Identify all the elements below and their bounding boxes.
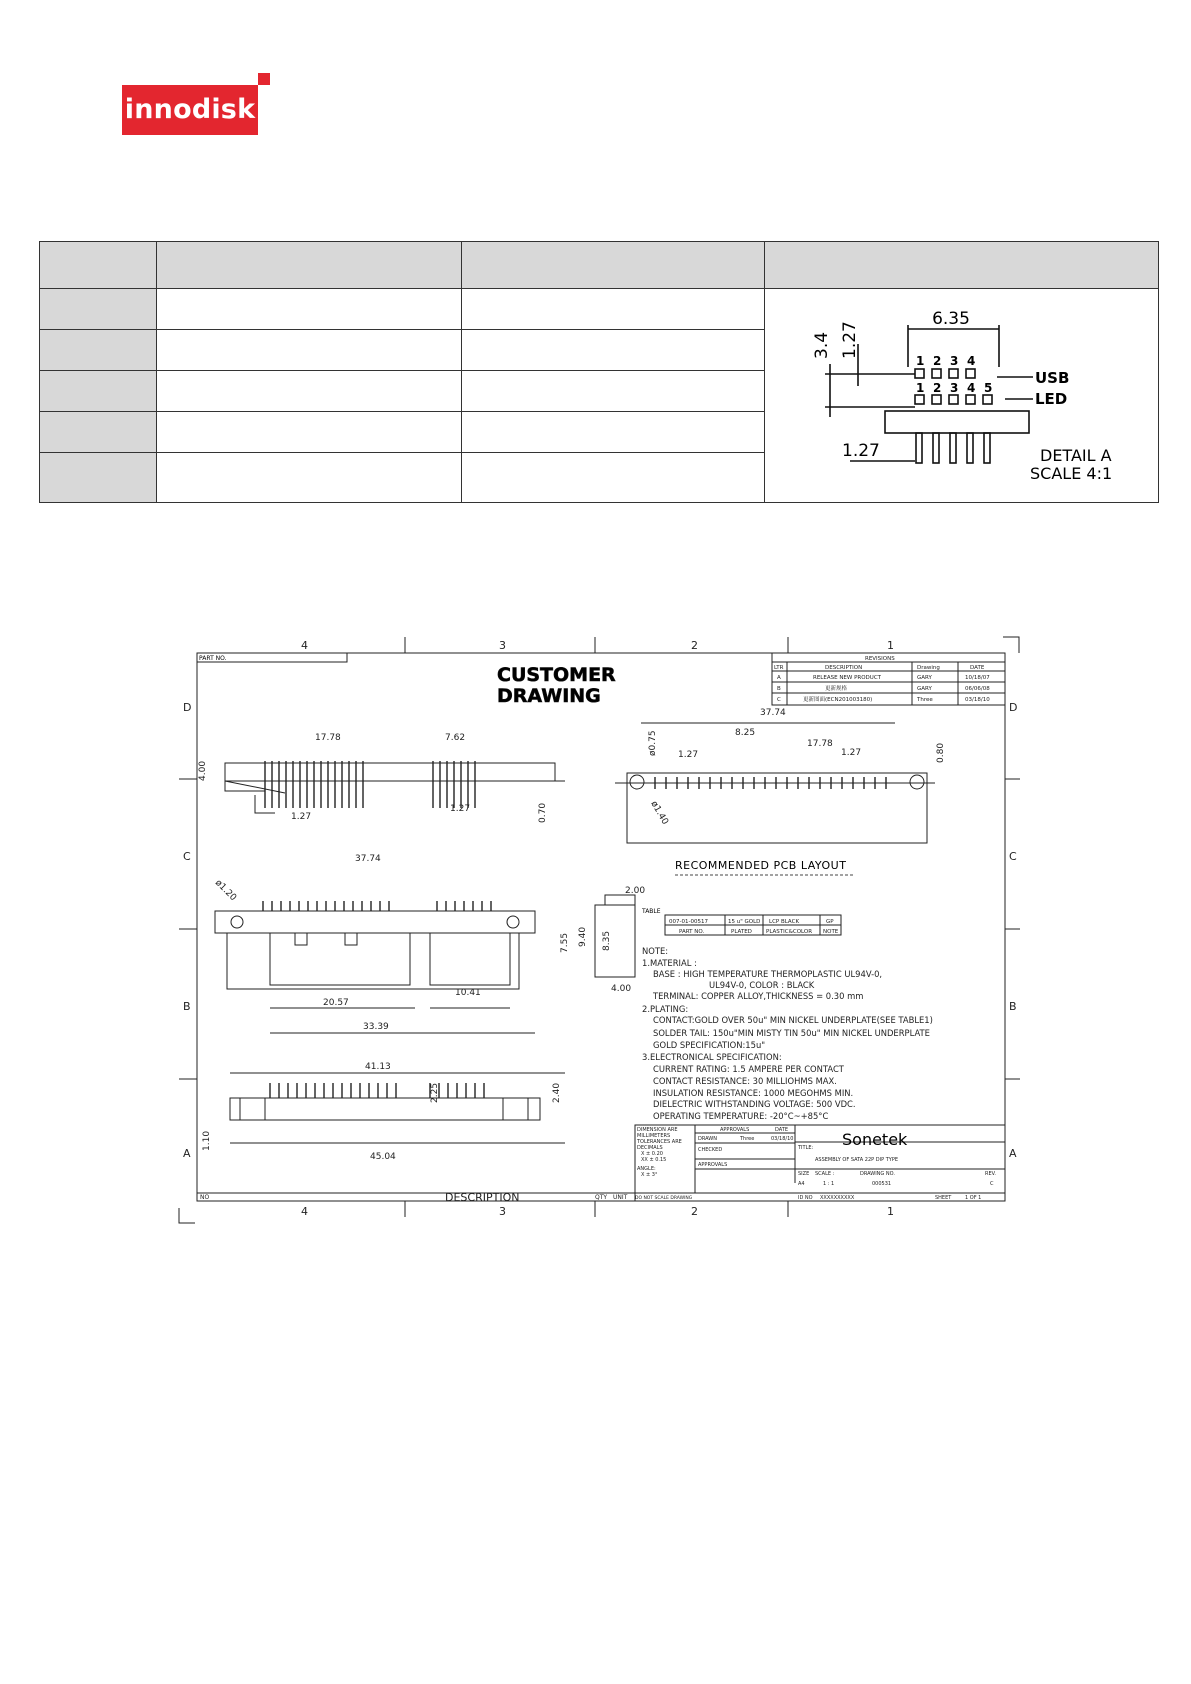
engineering-drawing-svg <box>175 633 1020 1226</box>
spec-table-cell: NOTE <box>823 929 839 935</box>
spec-table-cell: 15 u" GOLD <box>728 919 761 925</box>
detail-a-drawing <box>765 289 1158 499</box>
revision-cell: B <box>777 686 781 692</box>
rev-label: REV. <box>985 1171 996 1177</box>
revision-cell: Three <box>917 697 933 703</box>
table-cell <box>462 411 765 452</box>
table-cell <box>157 411 462 452</box>
revision-cell: 10/18/07 <box>965 675 990 681</box>
dim-label: 1.27 <box>291 812 312 822</box>
dim-label: 0.70 <box>538 802 548 823</box>
revision-cell: 06/06/08 <box>965 686 990 692</box>
spec-table-cell: PART NO. <box>679 929 705 935</box>
table-cell <box>40 329 157 370</box>
dim-label: 33.39 <box>363 1022 389 1032</box>
revision-cell: 更新规格 <box>825 686 848 692</box>
pin-definition-table <box>39 241 1159 503</box>
size-value: A4 <box>798 1181 805 1187</box>
table-cell <box>40 289 157 330</box>
note-line: CONTACT RESISTANCE: 30 MILLIOHMS MAX. <box>653 1076 837 1086</box>
dim-label: 37.74 <box>760 708 786 718</box>
table-header-cell <box>157 242 462 289</box>
sheet-label: SHEET <box>935 1195 952 1201</box>
dim-label: 7.62 <box>445 733 466 743</box>
note-line: 1.MATERIAL : <box>642 958 697 968</box>
drawing-title-line2: DRAWING <box>497 685 601 707</box>
tolerance-line: DIMENSION ARE <box>637 1127 678 1133</box>
zone-row-label: D <box>1009 701 1018 714</box>
spec-table-cell: LCP BLACK <box>769 919 800 925</box>
note-line: OPERATING TEMPERATURE: -20°C~+85°C <box>653 1111 829 1121</box>
note-line: 3.ELECTRONICAL SPECIFICATION: <box>642 1052 782 1062</box>
size-label: SIZE <box>798 1171 810 1177</box>
usb-pin-number: 2 <box>933 354 942 368</box>
revision-cell: A <box>777 675 781 681</box>
note-line: TERMINAL: COPPER ALLOY,THICKNESS = 0.30 mm <box>653 991 864 1001</box>
dim-label: 9.40 <box>578 926 588 947</box>
note-line: INSULATION RESISTANCE: 1000 MEGOHMS MIN. <box>653 1088 854 1098</box>
zone-col-label: 2 <box>691 639 698 652</box>
led-pin-number: 3 <box>950 381 959 395</box>
tolerance-line: XX ± 0.15 <box>641 1157 667 1163</box>
dim-label: ø1.40 <box>648 799 670 827</box>
id-no-label: ID NO <box>798 1195 813 1201</box>
table-cell <box>157 452 462 502</box>
revisions-header: DESCRIPTION <box>825 665 863 671</box>
scale-label: SCALE : <box>815 1171 835 1177</box>
table-cell <box>462 329 765 370</box>
revision-cell: 更新图面(ECN201003180) <box>803 697 873 703</box>
table-header-cell <box>765 242 1159 289</box>
tolerance-line: ANGLE: <box>637 1166 656 1172</box>
zone-row-label: A <box>1009 1147 1017 1160</box>
scale-value: 1 : 1 <box>823 1181 835 1187</box>
revision-cell: GARY <box>917 686 932 692</box>
tolerance-line: TOLERANCES ARE <box>637 1139 682 1145</box>
note-line: GOLD SPECIFICATION:15u" <box>653 1040 766 1050</box>
led-label: LED <box>1035 390 1068 408</box>
spec-table-cell: GP <box>826 919 834 925</box>
table-header-cell <box>462 242 765 289</box>
usb-label: USB <box>1035 369 1070 387</box>
revision-cell: 03/18/10 <box>965 697 990 703</box>
innodisk-logo <box>122 85 258 135</box>
part-no-label: PART NO. <box>199 655 227 662</box>
spec-table-cell: PLASTIC&COLOR <box>766 929 813 935</box>
detail-caption: DETAIL A <box>1040 446 1112 465</box>
table-cell <box>462 452 765 502</box>
table-cell <box>40 411 157 452</box>
tolerance-line: X ± 0.20 <box>641 1151 663 1157</box>
tolerance-line: MILLIMETERS <box>637 1133 671 1139</box>
revisions-header: DATE <box>970 665 985 671</box>
dim-label: 7.55 <box>560 932 570 953</box>
usb-pin-number: 4 <box>967 354 976 368</box>
table-header-cell <box>40 242 157 289</box>
bottom-strip-unit: UNIT <box>613 1194 628 1201</box>
drawing-title: ASSEMBLY OF SATA 22P DIP TYPE <box>815 1157 898 1163</box>
spec-table-cell: PLATED <box>731 929 752 935</box>
zone-row-label: B <box>183 1000 191 1013</box>
title-label: TITLE: <box>798 1145 814 1151</box>
dim-label: 20.57 <box>323 998 349 1008</box>
note-line: DIELECTRIC WITHSTANDING VOLTAGE: 500 VDC. <box>653 1099 856 1109</box>
drawn-date: 03/18/10 <box>771 1136 794 1142</box>
date-heading: DATE <box>775 1127 789 1133</box>
zone-col-label: 3 <box>499 639 506 652</box>
dim-label: 2.25 <box>430 1082 440 1103</box>
dim-label: 0.80 <box>936 742 946 763</box>
sheet-value: 1 OF 1 <box>965 1195 982 1201</box>
zone-row-label: A <box>183 1147 191 1160</box>
dim-label: 10.41 <box>455 988 481 998</box>
table-cell <box>157 370 462 411</box>
zone-col-label: 1 <box>887 639 894 652</box>
dim-label: 1.27 <box>841 748 862 758</box>
note-line: UL94V-0, COLOR : BLACK <box>709 980 815 990</box>
drawn-label: DRAWN <box>698 1136 717 1142</box>
drawing-no-value: 000531 <box>872 1181 892 1187</box>
table-row <box>40 289 1159 330</box>
dim-height-b-label: 1.27 <box>840 321 860 359</box>
dim-pitch-label: 1.27 <box>842 441 880 461</box>
revisions-heading: REVISIONS <box>865 656 895 662</box>
zone-col-label: 3 <box>499 1205 506 1218</box>
dim-label: 17.78 <box>315 733 341 743</box>
note-line: CONTACT:GOLD OVER 50u" MIN NICKEL UNDERPLATE(SEE TABLE1) <box>653 1015 933 1025</box>
dim-label: 2.40 <box>552 1082 562 1103</box>
zone-col-label: 1 <box>887 1205 894 1218</box>
led-pin-number: 5 <box>984 381 993 395</box>
drawing-title-line1: CUSTOMER <box>497 664 616 686</box>
zone-row-label: C <box>1009 850 1017 863</box>
logo-text: innodisk <box>124 94 256 125</box>
zone-col-label: 4 <box>301 639 308 652</box>
dim-label: 1.27 <box>678 750 699 760</box>
revision-cell: GARY <box>917 675 932 681</box>
led-pin-number: 1 <box>916 381 925 395</box>
dim-label: 8.25 <box>735 728 756 738</box>
note-line: 2.PLATING: <box>642 1004 689 1014</box>
dim-label: 4.00 <box>611 984 632 994</box>
dim-label: 8.35 <box>602 930 612 951</box>
table-header-row <box>40 242 1159 289</box>
zone-row-label: D <box>183 701 192 714</box>
spec-table-cell: 007-01-00517 <box>669 919 708 925</box>
note-line: BASE : HIGH TEMPERATURE THERMOPLASTIC UL94V-0, <box>653 969 883 979</box>
note-line: SOLDER TAIL: 150u"MIN MISTY TIN 50u" MIN NICKEL UNDERPLATE <box>653 1028 930 1038</box>
revision-cell: RELEASE NEW PRODUCT <box>813 675 882 681</box>
detail-scale-caption: SCALE 4:1 <box>1030 464 1113 483</box>
checked-label: CHECKED <box>698 1147 723 1153</box>
note-line: CURRENT RATING: 1.5 AMPERE PER CONTACT <box>653 1064 844 1074</box>
pcb-layout-label: RECOMMENDED PCB LAYOUT <box>675 859 847 872</box>
zone-col-label: 2 <box>691 1205 698 1218</box>
customer-drawing <box>175 633 1020 1226</box>
rev-value: C <box>990 1181 994 1187</box>
dim-label: ø0.75 <box>648 730 658 756</box>
zone-row-label: C <box>183 850 191 863</box>
drawn-by: Three <box>740 1136 755 1142</box>
table-cell <box>462 289 765 330</box>
tolerance-line: DECIMALS <box>637 1145 663 1151</box>
dim-height-a-label: 3.4 <box>812 331 832 359</box>
dim-label: 1.27 <box>450 804 471 814</box>
table-cell <box>40 452 157 502</box>
detail-a-cell <box>765 289 1159 503</box>
id-no-value: XXXXXXXXXX <box>820 1195 855 1201</box>
table-cell <box>157 289 462 330</box>
revisions-header: LTR <box>774 665 784 671</box>
led-pin-number: 4 <box>967 381 976 395</box>
bottom-strip-no: NO <box>200 1194 210 1201</box>
dim-label: ø1.20 <box>212 878 239 904</box>
logo-accent-square <box>258 73 270 85</box>
table-cell <box>157 329 462 370</box>
dim-label: 37.74 <box>355 854 381 864</box>
dim-label: 1.10 <box>202 1130 212 1151</box>
dim-width-label: 6.35 <box>932 309 970 329</box>
revision-cell: C <box>777 697 781 703</box>
dim-label: 4.00 <box>198 760 208 781</box>
dim-label: 2.00 <box>625 886 646 896</box>
table-cell <box>40 370 157 411</box>
tolerance-line: X ± 3° <box>641 1172 658 1178</box>
bottom-strip-description: DESCRIPTION <box>445 1191 520 1204</box>
dim-label: 17.78 <box>807 739 833 749</box>
approvals-label: APPROVALS <box>698 1162 728 1168</box>
company-name: Sonetek <box>842 1130 908 1149</box>
dim-label: 41.13 <box>365 1062 391 1072</box>
note-line: NOTE: <box>642 946 669 956</box>
led-pin-number: 2 <box>933 381 942 395</box>
revisions-header: Drawing <box>917 665 940 671</box>
bottom-strip-scale-note: DO NOT SCALE DRAWING <box>635 1196 693 1201</box>
approvals-heading: APPROVALS <box>720 1127 750 1133</box>
drawing-no-label: DRAWING NO. <box>860 1171 895 1177</box>
usb-pin-number: 1 <box>916 354 925 368</box>
table-label: TABLE <box>642 908 661 915</box>
table-cell <box>462 370 765 411</box>
bottom-strip-qty: QTY <box>595 1194 608 1201</box>
dim-label: 45.04 <box>370 1152 396 1162</box>
usb-pin-number: 3 <box>950 354 959 368</box>
zone-row-label: B <box>1009 1000 1017 1013</box>
zone-col-label: 4 <box>301 1205 308 1218</box>
